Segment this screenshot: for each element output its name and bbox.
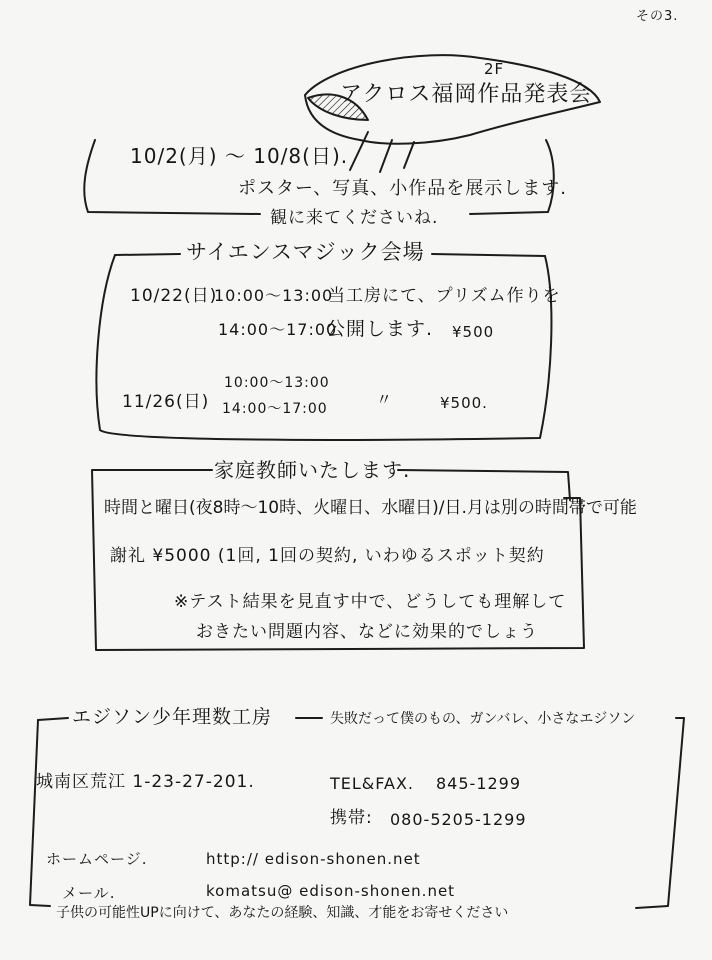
science-magic-title: サイエンスマジック会場 (186, 240, 425, 264)
telfax-label: TEL&FAX. (330, 774, 414, 793)
telfax-number: 845-1299 (436, 774, 522, 793)
leaf-stem-2 (380, 140, 392, 172)
tutor-hours: 時間と曜日(夜8時〜10時、火曜日、水曜日)/日.月は別の時間帯で可能 (104, 498, 637, 518)
exhibition-invite: 観に来てくださいね. (270, 208, 439, 228)
homepage-url[interactable]: http:// edison-shonen.net (206, 850, 421, 868)
email-address[interactable]: komatsu@ edison-shonen.net (206, 882, 456, 900)
session2-time-b: 14:00〜17:00 (222, 401, 328, 417)
studio-slogan: 失敗だって僕のもの、ガンバレ、小さなエジソン (330, 711, 636, 727)
session1-desc-b: 公開します. (326, 318, 434, 340)
address: 城南区荒江 1-23-27-201. (36, 772, 255, 792)
session1-time-a: 10:00〜13:00 (214, 286, 334, 305)
mobile-number: 080-5205-1299 (390, 810, 527, 829)
tutor-note-b: おきたい問題内容、などに効果的でしょう (196, 622, 538, 642)
session2-date: 11/26(日) (122, 392, 210, 412)
studio-name: エジソン少年理数工房 (72, 706, 273, 728)
tutor-note-a: ※テスト結果を見直す中で、どうしても理解して (174, 592, 567, 612)
exhibition-description: ポスター、写真、小作品を展示します. (238, 178, 567, 199)
page-number: その3. (636, 9, 679, 24)
session2-ditto: 〃 (376, 390, 394, 409)
session1-price: ¥500 (452, 323, 495, 341)
exhibition-dates: 10/2(月) 〜 10/8(日). (130, 144, 349, 168)
floor-label: 2F (484, 60, 505, 78)
tutor-fee: 謝礼 ¥5000 (1回, 1回の契約, いわゆるスポット契約 (110, 546, 545, 566)
session1-date: 10/22(日) (130, 286, 218, 306)
exhibition-box-right (470, 140, 554, 214)
homepage-label: ホームページ. (46, 850, 148, 868)
session1-time-b: 14:00〜17:00 (218, 320, 338, 339)
science-box-top-left (115, 254, 180, 255)
science-box-top-right (432, 254, 545, 256)
tutor-title: 家庭教師いたします. (214, 458, 411, 482)
email-label: メール. (62, 884, 116, 902)
footer-message: 子供の可能性UPに向けて、あなたの経験、知識、才能をお寄せください (56, 905, 509, 921)
leaf-stem-3 (404, 142, 414, 168)
exhibition-title: アクロス福岡作品発表会 (340, 82, 593, 107)
session1-desc-a: 当工房にて、プリズム作りを (328, 286, 561, 306)
mobile-label: 携帯: (330, 808, 373, 828)
contact-box-top-left (38, 718, 68, 720)
session2-time-a: 10:00〜13:00 (224, 375, 330, 391)
session2-price: ¥500. (440, 394, 488, 412)
